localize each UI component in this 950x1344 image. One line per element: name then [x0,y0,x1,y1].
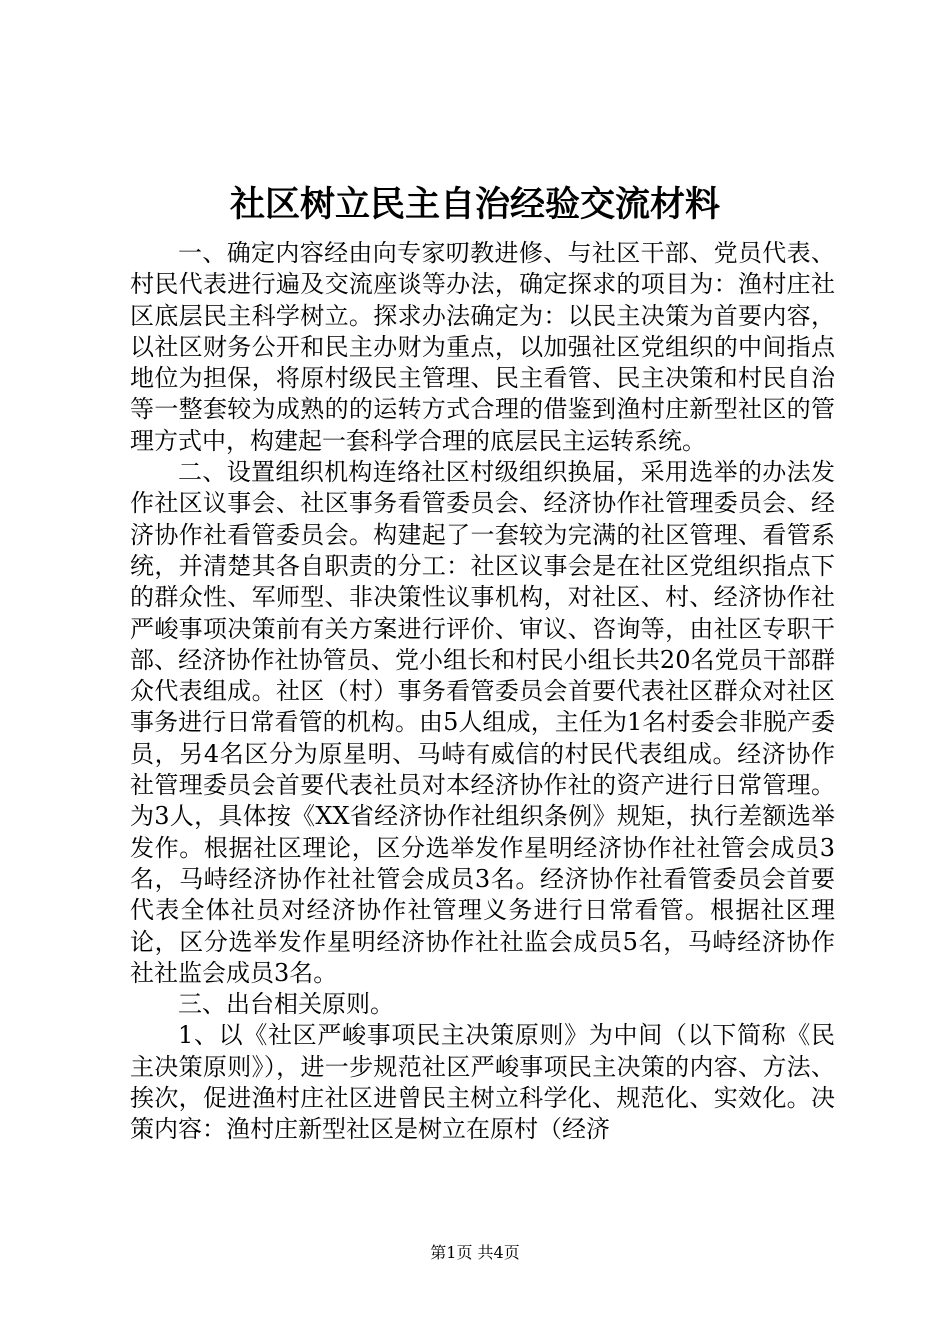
page-number-footer: 第1页 共4页 [430,1243,520,1262]
document-body [130,238,835,1146]
paragraph-2: 二、设置组织机构连络社区村级组织换届，采用选举的办法发作社区议事会、社区事务看管委员会、经济协作社管理委员会、经济协作社看管委员会。构建起了一套较为完满的社区管理、看管系统，并清楚其各自职责的分工：社区议事会是在社区党组织指点下的群众性、军师型、非决策性议事机构，对社区、村、经济协作社严峻事项决策前有关方案进行评价、审议、咨询等，由社区专职干部、经济协作社协管员、党小组长和村民小组长共20名党员干部群众代表组成。社区（村）事务看管委员会首要代表社区群众对社区事务进行日常看管的机构。由5人组成，主任为1名村委会非脱产委员，另4名区分为原星明、马峙有威信的村民代表组成。经济协作社管理委员会首要代表社员对本经济协作社的资产进行日常管理。为3人，具体按《XX省经济协作社组织条例》规矩，执行差额选举发作。根据社区理论，区分选举发作星明经济协作社社管会成员3名，马峙经济协作社社管会成员3名。经济协作社看管委员会首要代表全体社员对经济协作社管理义务进行日常看管。根据社区理论，区分选举发作星明经济协作社社监会成员5名，马峙经济协作社社监会成员3名。 [130,458,835,987]
paragraph-4: 1、以《社区严峻事项民主决策原则》为中间（以下简称《民主决策原则》），进一步规范社区严峻事项民主决策的内容、方法、挨次，促进渔村庄社区进曾民主树立科学化、规范化、实效化。决策内容：渔村庄新型社区是树立在原村（经济 [130,1021,835,1144]
paragraph-3: 三、出台相关原则。 [178,990,394,1019]
paragraph-1: 一、确定内容经由向专家叨教进修、与社区干部、党员代表、村民代表进行遍及交流座谈等办法，确定探求的项目为：渔村庄社区底层民主科学树立。探求办法确定为：以民主决策为首要内容，以社区财务公开和民主办财为重点，以加强社区党组织的中间指点地位为担保，将原村级民主管理、民主看管、民主决策和村民自治等一整套较为成熟的的运转方式合理的借鉴到渔村庄新型社区的管理方式中，构建起一套科学合理的底层民主运转系统。 [130,239,835,455]
document-title: 社区树立民主自治经验交流材料 [229,184,720,225]
